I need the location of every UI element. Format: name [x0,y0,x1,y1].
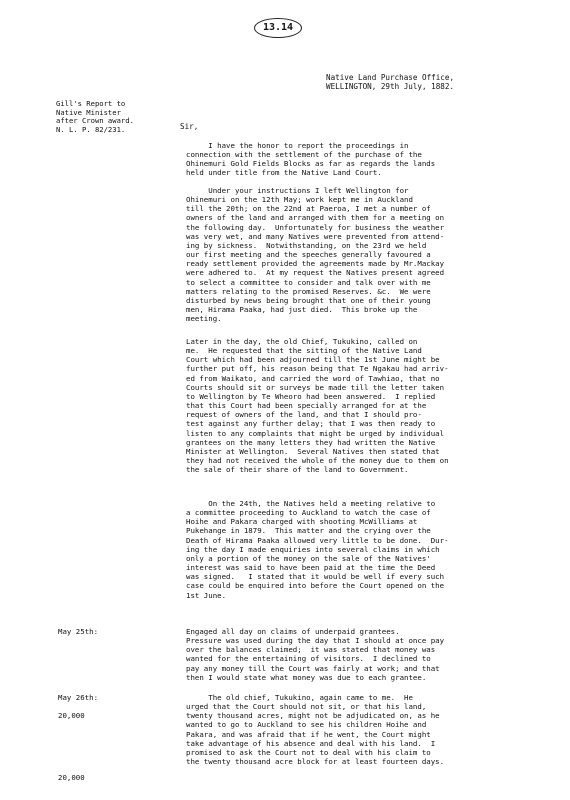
text-line: Ohinemuri Gold Fields Blocks as far as regards the lands [186,159,436,169]
ref-line: Gill's Report to [56,99,126,108]
text-line: test against any further delay; that I was then ready to [186,419,436,429]
text-line: On the 24th, the Natives held a meeting relative to [186,499,436,508]
text-line: that this Court had been specially arranged for at the [186,401,427,411]
text-line: to Wellington by Te Wheoro had been answered. I replied [186,391,436,401]
text-line: owners of the land and arranged with them for a meeting on [186,213,445,223]
ref-line: N. L. P. 82/231. [56,124,126,134]
text-line: connection with the settlement of the purchase of the [186,150,422,160]
text-line: wanted for the entertaining of visitors. I declined to [186,654,431,664]
text-line: held under title from the Native Land Court. [186,168,382,178]
text-line: our first meeting and the speeches generally favoured a [186,250,431,260]
place-date-line: WELLINGTON, 29th July, 1882. [326,82,455,91]
text-line: were adhered to. At my request the Natives present agreed [186,268,445,278]
paragraph-5 [186,627,444,682]
office-line: Native Land Purchase Office, [326,73,455,82]
margin-date: May 26th: [58,693,99,702]
text-line: grantees on the many letters they had written the Native [186,437,436,447]
text-line: the following day. Unfortunately for business the weather [186,222,445,232]
text-line: the twenty thousand acre block for at least fourteen days. [186,757,445,767]
text-line: to select a committee to consider and talk over with me [186,277,431,287]
margin-date: May 25th: [58,627,99,636]
text-line: Pukehange in 1879. This matter and the crying over the [186,526,431,536]
paragraph-1 [186,141,435,178]
paragraph-6 [186,693,444,766]
text-line: Ohinemuri on the 12th May; work kept me in Auckland [186,195,413,205]
text-line: a committee proceeding to Auckland to watch the case of [186,508,431,518]
text-line: promised to ask the Court not to deal with his claim to [186,747,431,757]
text-line: The old chief, Tukukino, again came to me. He [186,693,413,702]
file-reference-note [56,100,134,134]
text-line: Pakara, and was afraid that if he went, the Court might [186,729,431,739]
text-line: disturbed by news being brought that one of their young [186,295,431,305]
text-line: take advantage of his absence and deal with his land. I [186,738,436,748]
text-line: Courts should sit or surveys be made till the letter taken [186,382,445,392]
text-line: request of owners of the land, and that I should pro- [186,410,422,420]
text-line: Pressure was used during the day that I should at once pay [186,636,445,646]
text-line: till the 20th; on the 22nd at Paeroa, I met a number of [186,204,431,214]
ref-line: Native Minister [56,107,121,117]
text-line: was signed. I stated that it would be well if every such [186,572,445,582]
text-line: ing the day I made enquiries into several claims in which [186,544,440,554]
text-line: me. He requested that the sitting of the Native Land [186,346,422,356]
text-line: Under your instructions I left Wellington for [186,186,409,195]
folio-stamp: 13.14 [254,18,302,38]
text-line: ed from Waikato, and carried the word of Tawhiao, that no [186,373,440,383]
text-line: then I would state what money was due to each grantee. [186,672,427,682]
text-line: Later in the day, the old Chief, Tukukino, called on [186,337,418,346]
text-line: I have the honor to report the proceedings in [186,141,409,150]
text-line: matters relating to the promised Reserves. &c. We were [186,286,431,296]
text-line: pay any money till the Court was fairly at work; and that [186,663,440,673]
text-line: wanted to go to Auckland to see his children Hoihe and [186,720,427,730]
text-line: twenty thousand acres, might not be adjudicated on, as he [186,711,440,721]
paragraph-3 [186,337,449,474]
paragraph-2 [186,186,444,323]
text-line: the sale of their share of the land to Government. [186,465,409,475]
text-line: listen to any complaints that might be urged by individual [186,428,445,438]
text-line: Court which had been adjourned till the 1st June might be [186,355,440,365]
letter-heading [326,73,454,91]
text-line: Engaged all day on claims of underpaid grantees. [186,627,400,636]
text-line: Minister at Wellington. Several Natives then stated that [186,446,440,456]
text-line: further put off, his reason being that Te Ngakau had arriv- [186,364,449,374]
text-line: case could be enquired into before the Court opened on the [186,581,445,591]
margin-acreage: 20,000 [58,711,85,720]
ref-line: after Crown award. [56,116,134,126]
paragraph-4 [186,499,449,600]
text-line: only a portion of the money on the sale of the Natives' [186,553,431,563]
text-line: men, Hirama Paaka, had just died. This broke up the [186,305,418,315]
margin-acreage: 20,000 [58,773,85,782]
text-line: was very wet, and many Natives were prevented from attend- [186,231,445,241]
text-line: interest was said to have been paid at the time the Deed [186,563,436,573]
text-line: ready settlement provided the agreements made by Mr.Mackay [186,259,445,269]
text-line: meeting. [186,314,222,324]
text-line: ing by sickness. Notwithstanding, on the 23rd we held [186,240,427,250]
text-line: urged that the Court should not sit, or that his land, [186,702,427,712]
text-line: 1st June. [186,590,227,600]
text-line: Death of Hirama Paaka allowed very little to be done. Dur- [186,535,449,545]
text-line: over the balances claimed; it was stated that money was [186,645,436,655]
text-line: they had not received the whole of the money due to them on [186,456,449,466]
text-line: Hoihe and Pakara charged with shooting McWilliams at [186,517,418,527]
salutation: Sir, [180,122,199,131]
